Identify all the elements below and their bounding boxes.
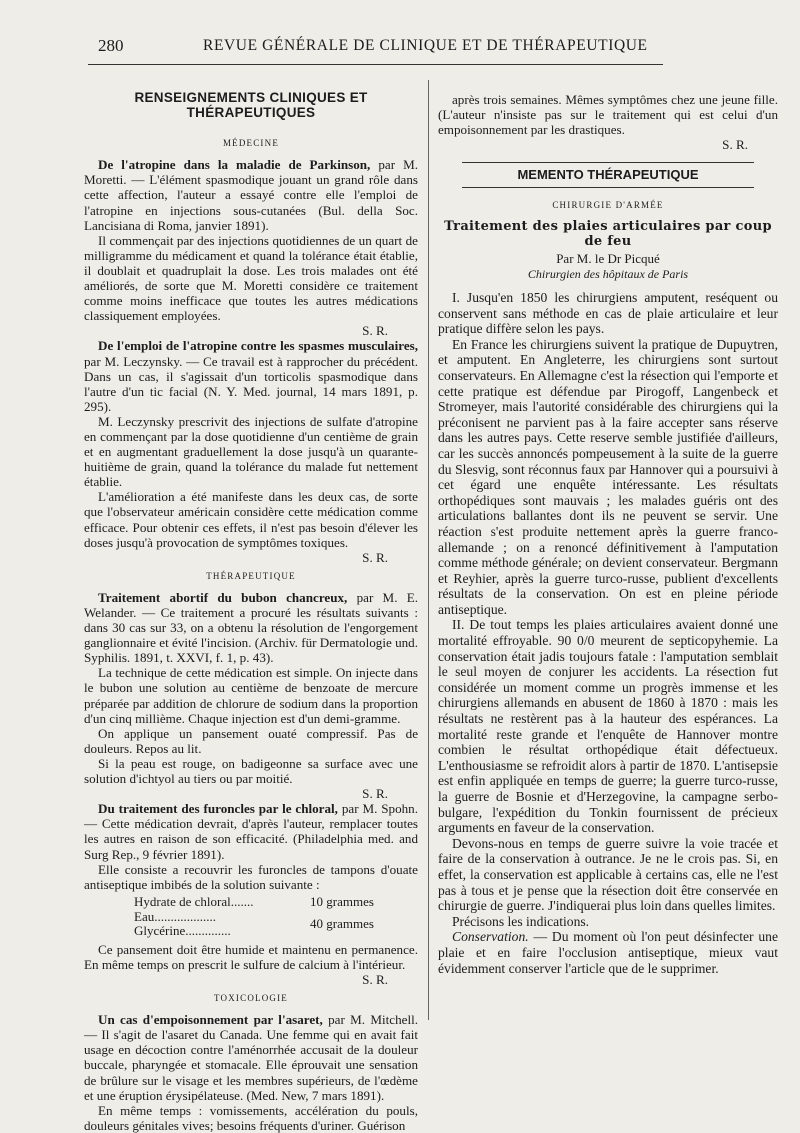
article-text: par M. Moretti. — L'élément spasmodique jouant un grand rôle dans cette affection, l'auteur a essayé contre elle l'emploi de l'atropine en injections sous-cutanées (Bul. della Soc. Lancisiana di Roma, janvier 1891). bbox=[84, 157, 419, 233]
paragraph-text: — Du moment où l'on peut désinfecter une plaie et en faire l'occlusion antiseptique, mieux vaut évidemment conserver l'article que de le supprimer. bbox=[438, 929, 778, 976]
paragraph bbox=[438, 929, 778, 976]
paragraph: II. De tout temps les plaies articulaires avaient donné une mortalité effroyable. 90 0/0 meurent de septicopyhemie. La conservation était jadis toujours fatale : l'amputation semblait le seul moyen de conjurer les accidents. La résection fut considérée un moment comme un progrès immense et les chirurgiens allemands en abusent de 1860 à 1870 : mais les résultats ne restèrent pas à la hauteur des espérances. La mortalité reste grande et l'enquête de Hannover montre combien le résultat orthopédique était défectueux. L'enthousiasme se refroidit alors à partir de 1870. L'antisepsie est enfin appliquée en temps de guerre; la guerre turco-russe, la guerre de Bosnie et d'Herzegovine, la campagne serbo-bulgare, l'expédition du Tonkin fournissent de précieux arguments en faveur de la conservation. bbox=[438, 617, 778, 836]
paragraph: M. Leczynsky prescrivit des injections de sulfate d'atropine en commençant par la dose quotidienne d'un centième de grain et en augmentant graduellement la dose jusqu'à un quarante-huitième de grain, quand la tolérance du malade fut nettement établie. bbox=[84, 413, 418, 490]
memento-heading: MEMENTO THÉRAPEUTIQUE bbox=[462, 162, 754, 188]
right-column-body bbox=[438, 290, 778, 976]
paragraph: Elle consiste a recouvrir les furoncles de tampons d'ouate antiseptique imbibés de la solution suivante : bbox=[84, 861, 418, 892]
article-text: par M. Mitchell. — Il s'agit de l'asaret du Canada. Une femme qui en avait fait usage en décoction contre l'aménorrhée accusait de la douleur buccale, pharyngée et stomacale. Elle éprouvait une sensation de brûlure sur le visage et les membres supérieurs, de l'œdème et une éruption érysipélateuse. (Med. New, 7 mars 1891). bbox=[84, 1012, 418, 1103]
article-text: par M. E. Welander. — Ce traitement a procuré les résultats suivants : dans 30 cas sur 33, on a obtenu la résolution de l'engorgement ganglionnaire et évité l'incision. (Archiv. für Dermatologie und. Syphilis. 1891, t. XXVI, f. 1, p. 43). bbox=[84, 589, 418, 666]
subsection-chirurgie: CHIRURGIE D'ARMÉE bbox=[552, 200, 664, 211]
column-divider bbox=[428, 80, 429, 1020]
paragraph: Il commençait par des injections quotidiennes de un quart de milligramme du médicament et quand la tolérance était établie, il doublait et quadruplait la dose. Les trois malades ont été améliorés, de sorte que M. Moretti considère ce traitement comme moins inefficace que toutes les autres médications classiquement employées. bbox=[84, 232, 418, 324]
page-number: 280 bbox=[98, 36, 124, 55]
left-column bbox=[84, 88, 418, 1133]
paragraph: On applique un pansement ouaté compressif. Pas de douleurs. Repos au lit. bbox=[84, 725, 418, 756]
paragraph-continuation: après trois semaines. Mêmes symptômes chez une jeune fille. (L'auteur n'insiste pas sur le traitement qui est celui d'un empoisonnement par les drastiques. bbox=[438, 92, 778, 138]
article-title: De l'emploi de l'atropine contre les spasmes musculaires, bbox=[98, 338, 418, 354]
formula-quantity: 10 grammes bbox=[310, 893, 374, 909]
article-title: Du traitement des furoncles par le chloral, bbox=[98, 801, 338, 817]
subsection-therapeutique: THÉRAPEUTIQUE bbox=[206, 570, 296, 581]
running-title: REVUE GÉNÉRALE DE CLINIQUE ET DE THÉRAPEUTIQUE bbox=[203, 37, 648, 54]
signature: S. R. bbox=[362, 549, 388, 565]
article-title: Traitement abortif du bubon chancreux, bbox=[98, 589, 348, 605]
article-title: Traitement des plaies articulaires par coup de feu bbox=[444, 219, 772, 250]
signature: S. R. bbox=[722, 137, 748, 153]
article-parkinson bbox=[84, 157, 418, 232]
paragraph: L'amélioration a été manifeste dans les deux cas, de sorte que l'observateur américain considère cette médication comme efficace. Pour obtenir ces effets, il n'est pas besoin d'élever les doses jusqu'à provocation de symptômes toxiques. bbox=[84, 489, 418, 550]
prescription-formula bbox=[84, 894, 418, 938]
signature: S. R. bbox=[362, 971, 388, 987]
article-text: par M. Leczynsky. — Ce travail est à rapprocher du précédent. Dans un cas, il s'agissait d'un torticolis spasmodique dans l'autre d'un tic facial (N. Y. Med. journal, 14 mars 1891, p. 295). bbox=[84, 353, 418, 414]
paragraph: Devons-nous en temps de guerre suivre la voie tracée et faire de la conservation à outrance. Je ne le crois pas. Si, en effet, la conservation est applicable à certains cas, elle ne l'est pas à tous et je pense que la résection doit être conservée en chirurgie de guerre. J'indiquerai plus loin dans quelles limites. bbox=[438, 835, 778, 914]
paragraph: Si la peau est rouge, on badigeonne sa surface avec une solution d'ichtyol au tiers ou par moitié. bbox=[84, 755, 418, 787]
subsection-medecine: MÉDECINE bbox=[222, 138, 280, 149]
article-title: Un cas d'empoisonnement par l'asaret, bbox=[98, 1012, 323, 1028]
article-bubon bbox=[84, 590, 418, 665]
article-asaret bbox=[84, 1012, 418, 1103]
paragraph: En même temps : vomissements, accélération du pouls, douleurs génitales vives; besoins fréquents d'uriner. Guérison bbox=[84, 1102, 418, 1133]
paragraph: Précisons les indications. bbox=[452, 913, 590, 929]
formula-ingredient: Glycérine.............. bbox=[134, 922, 231, 938]
paragraph: I. Jusqu'en 1850 les chirurgiens amputent, reséquent ou conservent sans méthode en cas de plaie articulaire et leur pratique diffère selon les pays. bbox=[438, 290, 778, 337]
signature: S. R. bbox=[362, 323, 388, 339]
paragraph: Ce pansement doit être humide et maintenu en permanence. En même temps on prescrit le sulfure de calcium à l'intérieur. bbox=[84, 941, 418, 972]
article-text: par M. Spohn. — Cette médication devrait, d'après l'auteur, remplacer toutes les autres en raison de son efficacité. (Philadelphia med. and Surg Rep., 9 février 1891). bbox=[84, 801, 418, 862]
byline: Par M. le Dr Picqué bbox=[556, 251, 660, 267]
article-furoncles bbox=[84, 801, 418, 861]
formula-ingredient: Hydrate de chloral....... bbox=[134, 893, 254, 909]
italic-label: Conservation. bbox=[452, 929, 529, 945]
subsection-toxicologie: TOXICOLOGIE bbox=[213, 993, 289, 1004]
right-column-top bbox=[438, 92, 778, 288]
running-header bbox=[88, 34, 663, 65]
author-affiliation: Chirurgien des hôpitaux de Paris bbox=[527, 266, 689, 281]
section-title: RENSEIGNEMENTS CLINIQUES ET THÉRAPEUTIQUES bbox=[134, 90, 368, 121]
paragraph: En France les chirurgiens suivent la pratique de Dupuytren, et amputent. En Angleterre, les chirurgiens sont surtout conservateurs. En Allemagne c'est la résection qui l'emporte et cette pratique est défendue par Pirogoff, Langenbeck et Stromeyer, mais l'autorité considérable des chirurgiens qui la préconisent ne parvient pas à la faire accepter sans réserve dans les autres pays. Cette reserve semble justifiée d'ailleurs, car les succès annoncés pompeusement à la suite de la guerre du Slesvig, sont réconnus faux par Hannover qui a poursuivi à cet égard une enquête intéressante. Les résultats orthopédiques sont mauvais ; les malades guéris ont des articulations ballantes dont ils ne peuvent se servir. Une réaction s'est produite nettement après la guerre franco-allemande ; on a renoncé définitivement à l'amputation comme méthode générale; on devient conservateur. Bergmann et Reyhier, après la guerre turco-russe, publient d'excellents résultats de la conservation. On est en pleine période antiseptique. bbox=[438, 336, 778, 617]
formula-quantity: 40 grammes bbox=[310, 915, 374, 931]
paragraph: La technique de cette médication est simple. On injecte dans le bubon une solution au centième de benzoate de mercure préparée par addition de chlorure de sodium dans la proportion d'un cinq millième. Chaque injection est d'un demi-gramme. bbox=[84, 665, 418, 726]
signature: S. R. bbox=[362, 786, 388, 802]
article-title: De l'atropine dans la maladie de Parkinson, bbox=[98, 157, 371, 173]
article-spasmes bbox=[84, 338, 418, 413]
formula-ingredient: Eau................... bbox=[134, 908, 216, 924]
